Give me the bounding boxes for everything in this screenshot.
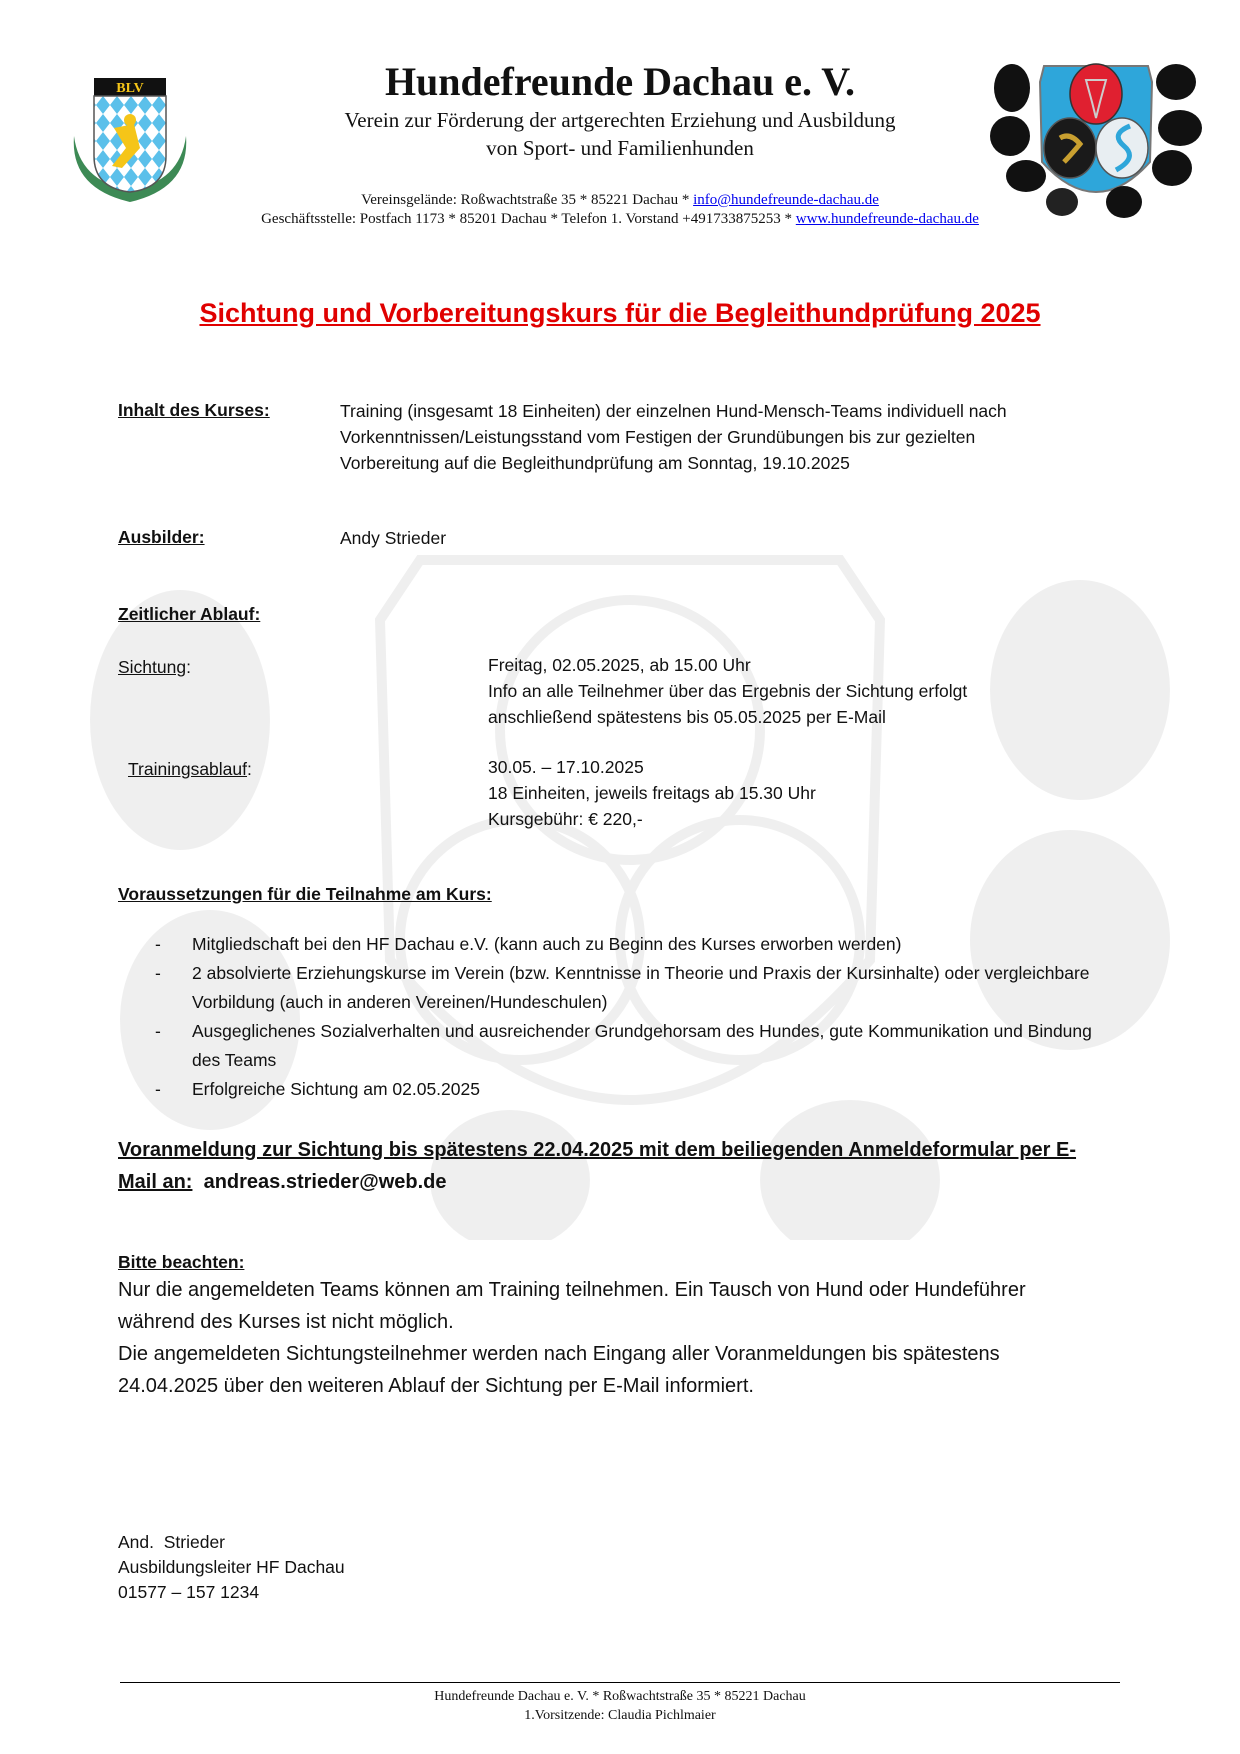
registration-line1: Voranmeldung zur Sichtung bis spätestens 22.04.2025 mit dem beiliegenden Anmeldeformular per E- bbox=[118, 1139, 1077, 1161]
training-details bbox=[488, 754, 1128, 832]
org-subtitle-line1: Verein zur Förderung der artgerechten Erziehung und Ausbildung bbox=[344, 108, 896, 132]
list-item bbox=[150, 1017, 1110, 1075]
training-line: 18 Einheiten, jeweils freitags ab 15.30 Uhr bbox=[488, 783, 816, 803]
notice-text bbox=[118, 1274, 1118, 1402]
sichtung-line: Info an alle Teilnehmer über das Ergebnis der Sichtung erfolgt bbox=[488, 681, 968, 701]
list-item bbox=[150, 959, 1110, 1017]
website-link[interactable]: www.hundefreunde-dachau.de bbox=[795, 211, 979, 227]
list-item-text: Erfolgreiche Sichtung am 02.05.2025 bbox=[192, 1079, 480, 1099]
address-line2-text: Geschäftsstelle: Postfach 1173 * 85201 Dachau * Telefon 1. Vorstand +491733875253 * bbox=[261, 211, 796, 227]
signature-phone: 01577 – 157 1234 bbox=[118, 1582, 260, 1602]
signature-name: And. Strieder bbox=[118, 1532, 225, 1552]
registration-email[interactable]: andreas.strieder@web.de bbox=[203, 1171, 447, 1193]
training-colon: : bbox=[247, 759, 252, 779]
inhalt-text bbox=[340, 398, 1140, 476]
svg-text:BLV: BLV bbox=[116, 81, 144, 96]
bitte-beachten-label: Bitte beachten: bbox=[118, 1252, 245, 1272]
registration-notice bbox=[118, 1134, 1118, 1198]
notice-line: Die angemeldeten Sichtungsteilnehmer werden nach Eingang aller Voranmeldungen bis spätestens bbox=[118, 1343, 1000, 1365]
address-line2 bbox=[0, 211, 1240, 228]
signature-block bbox=[118, 1530, 345, 1605]
footer-divider bbox=[120, 1682, 1120, 1683]
bullet-dash: - bbox=[155, 963, 161, 983]
registration-line2 bbox=[118, 1166, 1118, 1198]
document-title: Sichtung und Vorbereitungskurs für die Begleithundprüfung 2025 bbox=[199, 298, 1041, 328]
sichtung-line: anschließend spätestens bis 05.05.2025 per E-Mail bbox=[488, 707, 886, 727]
inhalt-line: Vorkenntnissen/Leistungsstand vom Festigen der Grundübungen bis zur gezielten bbox=[340, 427, 976, 447]
zeitlicher-ablauf-label: Zeitlicher Ablauf: bbox=[118, 604, 261, 624]
email-link[interactable]: info@hundefreunde-dachau.de bbox=[693, 192, 879, 208]
sichtung-details bbox=[488, 652, 1128, 730]
address-line1 bbox=[0, 192, 1240, 209]
trainingsablauf-label bbox=[128, 756, 252, 782]
requirements-label: Voraussetzungen für die Teilnahme am Kurs: bbox=[118, 884, 492, 904]
ausbilder-value: Andy Strieder bbox=[340, 528, 447, 548]
sichtung-line: Freitag, 02.05.2025, ab 15.00 Uhr bbox=[488, 655, 751, 675]
footer-line2: 1.Vorsitzende: Claudia Pichlmaier bbox=[524, 1708, 716, 1723]
signature-role: Ausbildungsleiter HF Dachau bbox=[118, 1557, 345, 1577]
org-name: Hundefreunde Dachau e. V. bbox=[384, 59, 856, 104]
inhalt-label: Inhalt des Kurses: bbox=[118, 400, 270, 420]
requirements-list bbox=[150, 930, 1110, 1104]
list-item-text: 2 absolvierte Erziehungskurse im Verein (bzw. Kenntnisse in Theorie und Praxis der Kursinhalte) oder vergleichbare Vorbildung (auch in anderen Vereinen/Hundeschulen) bbox=[192, 963, 1090, 1012]
inhalt-line: Vorbereitung auf die Begleithundprüfung am Sonntag, 19.10.2025 bbox=[340, 453, 850, 473]
inhalt-line: Training (insgesamt 18 Einheiten) der einzelnen Hund-Mensch-Teams individuell nach bbox=[340, 401, 1007, 421]
list-item bbox=[150, 1075, 1110, 1104]
bullet-dash: - bbox=[155, 1079, 161, 1099]
footer-line1: Hundefreunde Dachau e. V. * Roßwachtstraße 35 * 85221 Dachau bbox=[434, 1689, 806, 1704]
address-line1-text: Vereinsgelände: Roßwachtstraße 35 * 85221 Dachau * bbox=[361, 192, 694, 208]
training-line: 30.05. – 17.10.2025 bbox=[488, 757, 644, 777]
sichtung-label-text: Sichtung bbox=[118, 657, 187, 677]
list-item-text: Ausgeglichenes Sozialverhalten und ausreichender Grundgehorsam des Hundes, gute Kommunikation und Bindung des Teams bbox=[192, 1021, 1092, 1070]
training-label-text: Trainingsablauf bbox=[128, 759, 248, 779]
bullet-dash: - bbox=[155, 934, 161, 954]
sichtung-label bbox=[118, 654, 191, 680]
org-subtitle-line2: von Sport- und Familienhunden bbox=[486, 136, 754, 160]
notice-line: während des Kurses ist nicht möglich. bbox=[118, 1311, 454, 1333]
training-line: Kursgebühr: € 220,- bbox=[488, 809, 643, 829]
notice-line: 24.04.2025 über den weiteren Ablauf der Sichtung per E-Mail informiert. bbox=[118, 1375, 754, 1397]
list-item-text: Mitgliedschaft bei den HF Dachau e.V. (kann auch zu Beginn des Kurses erworben werden) bbox=[192, 934, 902, 954]
sichtung-colon: : bbox=[186, 657, 191, 677]
list-item bbox=[150, 930, 1110, 959]
notice-line: Nur die angemeldeten Teams können am Training teilnehmen. Ein Tausch von Hund oder Hundeführer bbox=[118, 1279, 1026, 1301]
mail-an-label: Mail an: bbox=[118, 1171, 193, 1193]
bullet-dash: - bbox=[155, 1021, 161, 1041]
ausbilder-label: Ausbilder: bbox=[118, 527, 205, 547]
